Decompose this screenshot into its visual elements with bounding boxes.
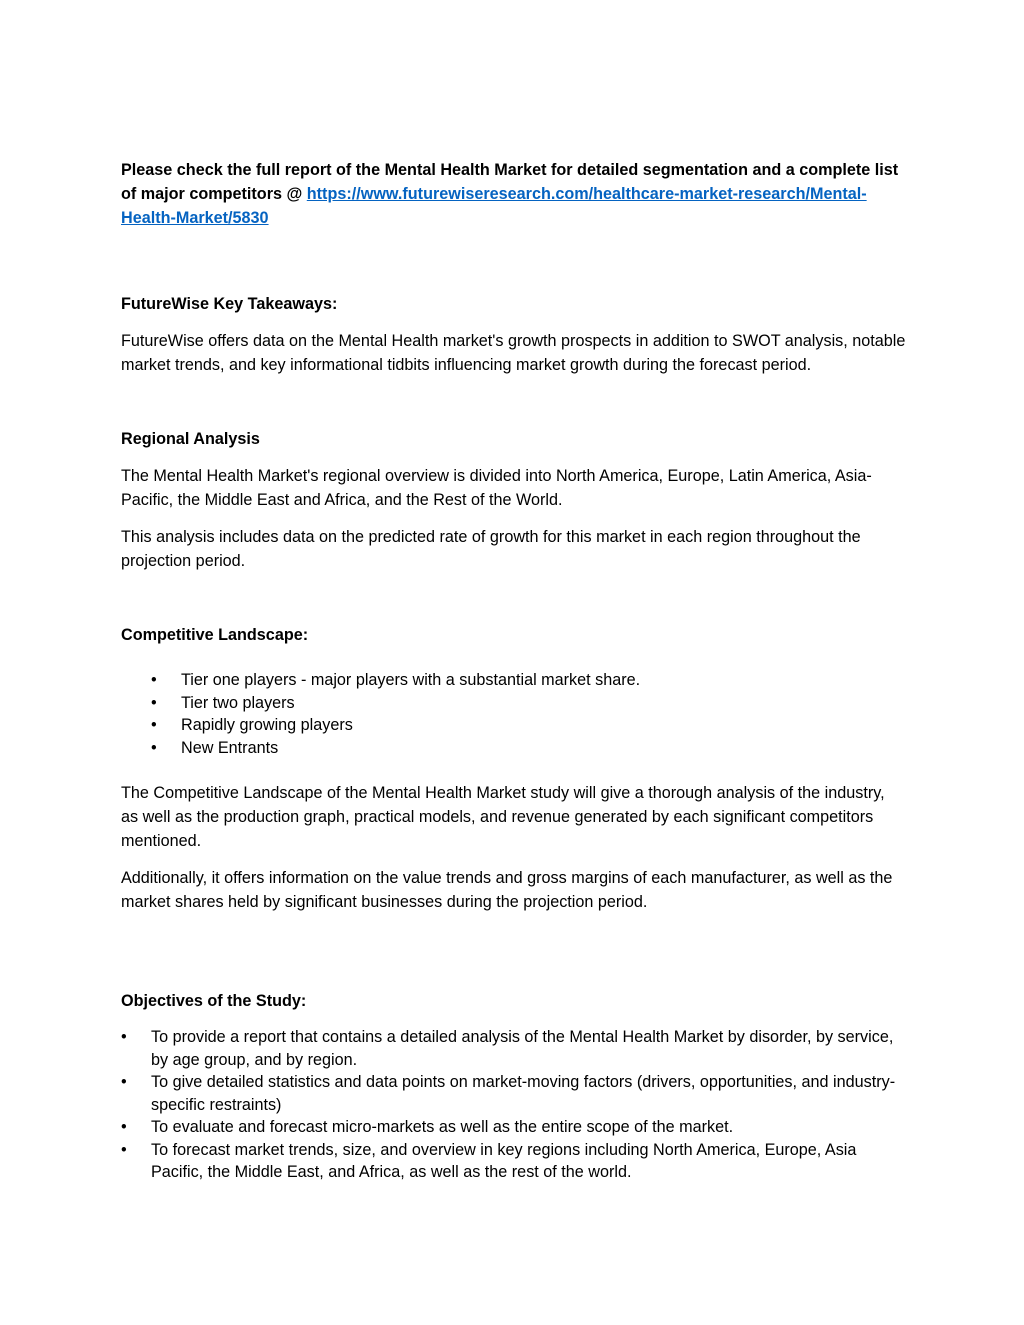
list-item	[121, 1026, 906, 1071]
report-link[interactable]: https://www.futurewiseresearch.com/healthcare-market-research/Mental-Health-Market/5830	[121, 185, 867, 227]
report-intro	[121, 158, 906, 230]
regional-paragraph-1: The Mental Health Market's regional overview is divided into North America, Europe, Latin America, Asia-Pacific, the Middle East and Africa, and the Rest of the World.	[121, 467, 872, 509]
regional-heading: Regional Analysis	[121, 430, 260, 448]
list-item	[121, 1116, 906, 1139]
list-item	[121, 737, 906, 760]
takeaways-body: FutureWise offers data on the Mental Health market's growth prospects in addition to SWOT analysis, notable market trends, and key informational tidbits influencing market growth during the forecast period.	[121, 332, 906, 374]
list-item-text: Tier two players	[181, 693, 295, 712]
bullet-icon: •	[121, 1118, 127, 1136]
report-intro-text: Please check the full report of the Mental Health Market for detailed segmentation and a complete list of major competitors @	[121, 161, 899, 203]
competitive-paragraph-2: Additionally, it offers information on the value trends and gross margins of each manufacturer, as well as the market shares held by significant businesses during the projection period.	[121, 869, 893, 911]
competitive-player-list	[121, 669, 906, 759]
competitive-paragraph-1: The Competitive Landscape of the Mental Health Market study will give a thorough analysis of the industry, as well as the production graph, practical models, and revenue generated by each significant competitors mentioned.	[121, 784, 885, 850]
list-item	[121, 1071, 906, 1116]
regional-paragraph-2: This analysis includes data on the predicted rate of growth for this market in each region throughout the projection period.	[121, 528, 861, 570]
list-item-text: To give detailed statistics and data points on market-moving factors (drivers, opportunities, and industry-specific restraints)	[151, 1073, 896, 1114]
takeaways-heading: FutureWise Key Takeaways:	[121, 295, 338, 313]
bullet-icon: •	[121, 1073, 127, 1091]
list-item-text: Rapidly growing players	[181, 716, 353, 734]
list-item-text: To provide a report that contains a detailed analysis of the Mental Health Market by disorder, by service, by age group, and by region.	[151, 1028, 894, 1069]
bullet-icon: •	[151, 716, 157, 734]
list-item	[121, 669, 906, 692]
list-item	[121, 1139, 906, 1184]
list-item-text: To forecast market trends, size, and overview in key regions including North America, Europe, Asia Pacific, the Middle East, and Africa, as well as the rest of the world.	[151, 1140, 857, 1181]
objectives-heading: Objectives of the Study:	[121, 992, 307, 1010]
list-item-text: Tier one players - major players with a substantial market share.	[181, 671, 641, 689]
competitive-heading: Competitive Landscape:	[121, 626, 309, 644]
document-page	[121, 158, 906, 1184]
list-item-text: To evaluate and forecast micro-markets as well as the entire scope of the market.	[151, 1118, 734, 1136]
list-item-text: New Entrants	[181, 738, 279, 757]
bullet-icon: •	[121, 1028, 127, 1046]
bullet-icon: •	[151, 693, 157, 712]
bullet-icon: •	[151, 738, 157, 757]
list-item	[121, 692, 906, 715]
bullet-icon: •	[151, 671, 157, 689]
objectives-list	[121, 1026, 906, 1184]
bullet-icon: •	[121, 1140, 127, 1159]
list-item	[121, 714, 906, 737]
